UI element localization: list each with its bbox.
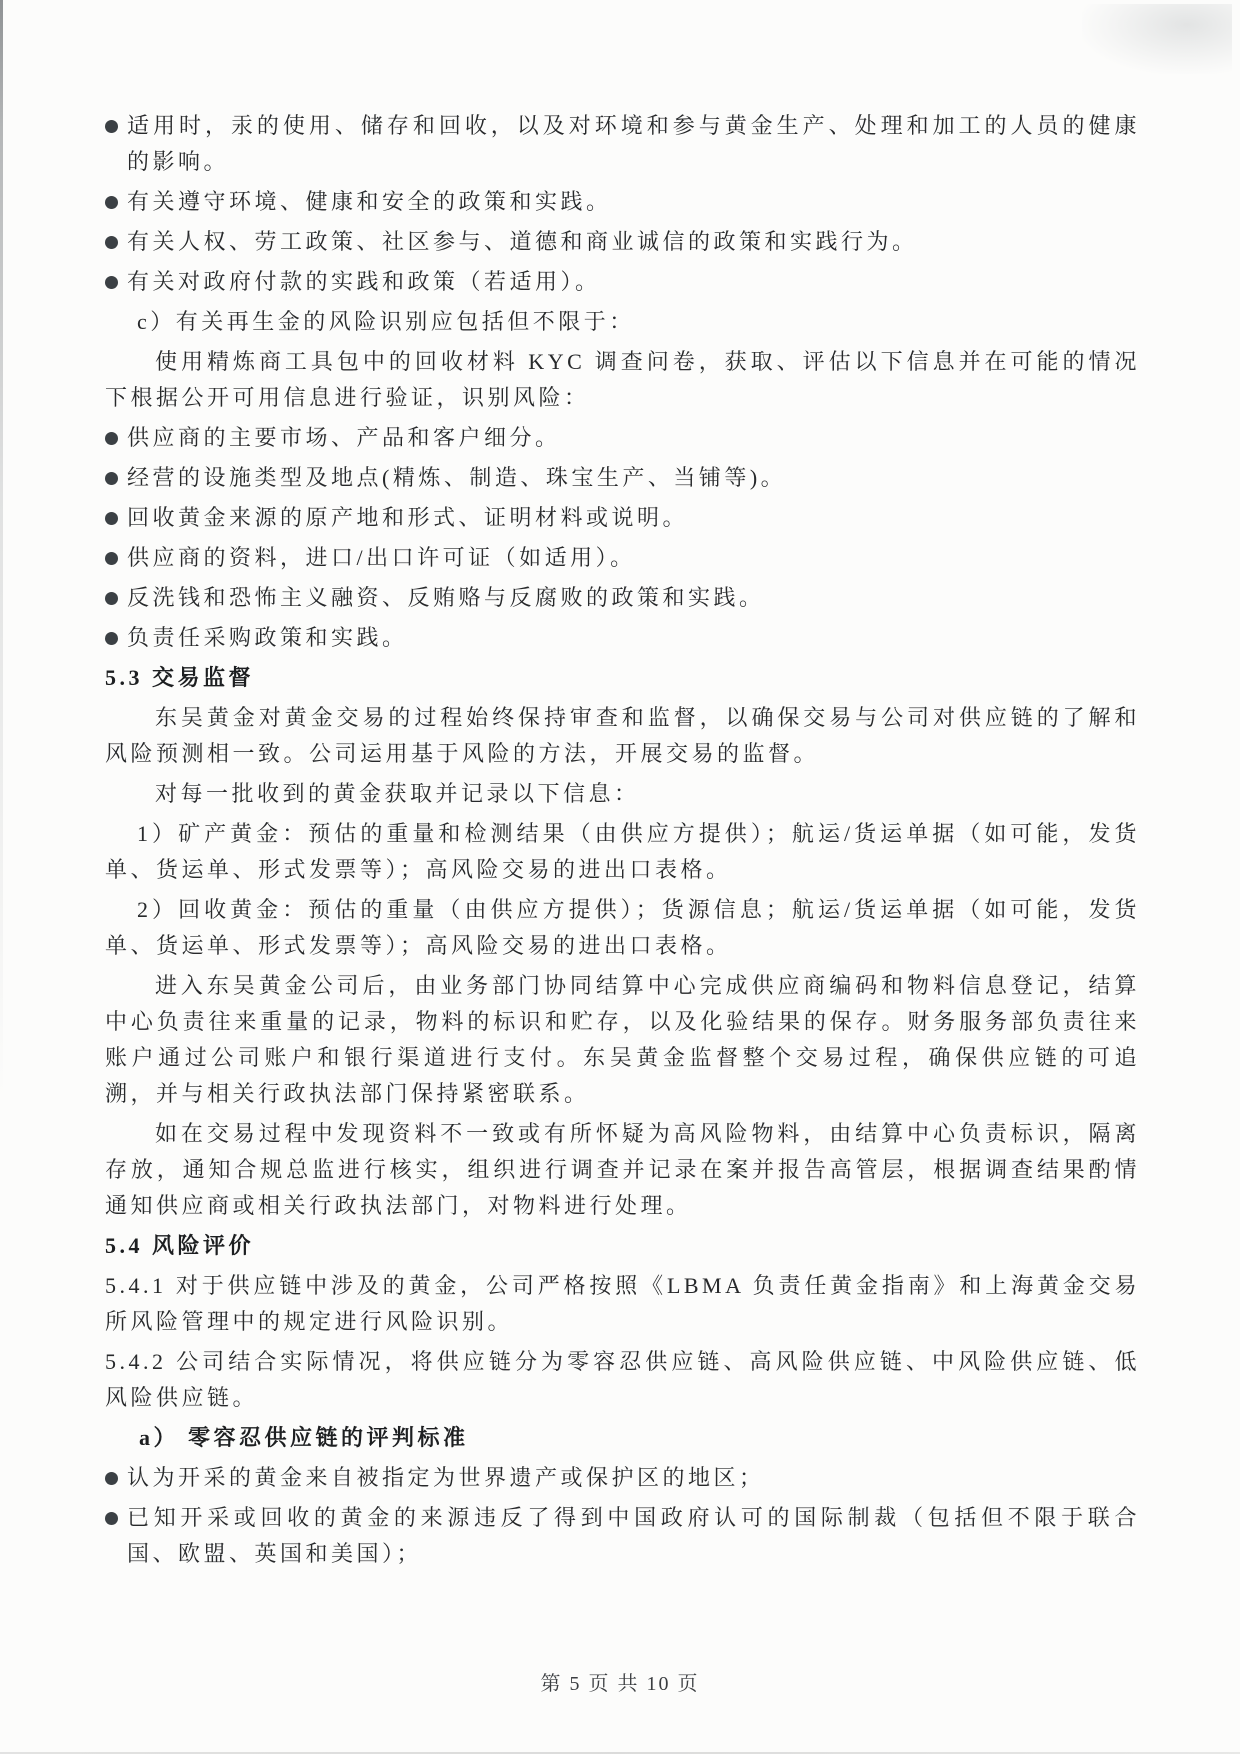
bullet-icon (105, 432, 118, 445)
bullet-text: 供应商的资料，进口/出口许可证（如适用）。 (127, 545, 636, 570)
bullet-item (105, 184, 1140, 220)
bullet-text: 有关人权、劳工政策、社区参与、道德和商业诚信的政策和实践行为。 (127, 229, 918, 254)
paragraph: 东吴黄金对黄金交易的过程始终保持审查和监督，以确保交易与公司对供应链的了解和风险预测相一致。公司运用基于风险的方法，开展交易的监督。 (105, 705, 1140, 766)
paragraph-5-4-1: 5.4.1 对于供应链中涉及的黄金，公司严格按照《LBMA 负责任黄金指南》和上海黄金交易所风险管理中的规定进行风险识别。 (105, 1273, 1140, 1334)
bullet-icon (105, 120, 118, 133)
paragraph: 如在交易过程中发现资料不一致或有所怀疑为高风险物料，由结算中心负责标识，隔离存放，通知合规总监进行核实，组织进行调查并记录在案并报告高管层，根据调查结果酌情通知供应商或相关行政执法部门，对物料进行处理。 (105, 1121, 1140, 1218)
bullet-text: 反洗钱和恐怖主义融资、反贿赂与反腐败的政策和实践。 (127, 585, 765, 610)
bullet-item (105, 580, 1140, 616)
paragraph: 对每一批收到的黄金获取并记录以下信息： (155, 781, 640, 806)
bullet-icon (105, 1472, 118, 1485)
bullet-icon (105, 236, 118, 249)
bullet-item (105, 224, 1140, 260)
scan-smudge-top-right (1082, 4, 1232, 74)
clause-line-c: c）有关再生金的风险识别应包括但不限于： (137, 309, 635, 334)
bullet-icon (105, 592, 118, 605)
paragraph: 进入东吴黄金公司后，由业务部门协同结算中心完成供应商编码和物料信息登记，结算中心负责往来重量的记录，物料的标识和贮存，以及化验结果的保存。财务服务部负责往来账户通过公司账户和银行渠道进行支付。东吴黄金监督整个交易过程，确保供应链的可追溯，并与相关行政执法部门保持紧密联系。 (105, 973, 1140, 1106)
paragraph-5-4-2: 5.4.2 公司结合实际情况，将供应链分为零容忍供应链、高风险供应链、中风险供应链、低风险供应链。 (105, 1349, 1140, 1410)
bullet-item (105, 540, 1140, 576)
bullet-item (105, 620, 1140, 656)
bullet-text: 适用时，汞的使用、储存和回收，以及对环境和参与黄金生产、处理和加工的人员的健康的影响。 (127, 113, 1140, 174)
bullet-text: 供应商的主要市场、产品和客户细分。 (127, 425, 561, 450)
numbered-paragraph-1: 1）矿产黄金：预估的重量和检测结果（由供应方提供）；航运/货运单据（如可能，发货单、货运单、形式发票等）；高风险交易的进出口表格。 (105, 821, 1140, 882)
bullet-text: 经营的设施类型及地点(精炼、制造、珠宝生产、当铺等)。 (127, 465, 787, 490)
bullet-text: 有关遵守环境、健康和安全的政策和实践。 (127, 189, 612, 214)
bullet-item (105, 1460, 1140, 1496)
bullet-icon (105, 276, 118, 289)
bullet-text: 负责任采购政策和实践。 (127, 625, 408, 650)
bullet-text: 回收黄金来源的原产地和形式、证明材料或说明。 (127, 505, 689, 530)
bullet-text: 已知开采或回收的黄金的来源违反了得到中国政府认可的国际制裁（包括但不限于联合国、欧盟、英国和美国）； (127, 1505, 1140, 1566)
page-footer: 第 5 页 共 10 页 (540, 1673, 700, 1695)
bullet-item (105, 108, 1140, 180)
sub-heading-a: a） 零容忍供应链的评判标准 (139, 1425, 469, 1450)
bullet-icon (105, 512, 118, 525)
bullet-icon (105, 196, 118, 209)
bullet-item (105, 500, 1140, 536)
bullet-text: 认为开采的黄金来自被指定为世界遗产或保护区的地区； (127, 1465, 765, 1490)
bullet-item (105, 460, 1140, 496)
bullet-text: 有关对政府付款的实践和政策（若适用）。 (127, 269, 601, 294)
section-heading-5-4: 5.4 风险评价 (105, 1233, 255, 1258)
section-heading-5-3: 5.3 交易监督 (105, 665, 255, 690)
document-content (105, 108, 1140, 1576)
bullet-icon (105, 1512, 118, 1525)
bullet-icon (105, 472, 118, 485)
paragraph: 使用精炼商工具包中的回收材料 KYC 调查问卷，获取、评估以下信息并在可能的情况下根据公开可用信息进行验证，识别风险： (105, 349, 1140, 410)
bullet-item (105, 1500, 1140, 1572)
numbered-paragraph-2: 2）回收黄金：预估的重量（由供应方提供）；货源信息；航运/货运单据（如可能，发货单、货运单、形式发票等）；高风险交易的进出口表格。 (105, 897, 1140, 958)
bullet-item (105, 264, 1140, 300)
bullet-icon (105, 632, 118, 645)
scan-edge-left-artifact (0, 0, 3, 1100)
bullet-item (105, 420, 1140, 456)
bullet-icon (105, 552, 118, 565)
